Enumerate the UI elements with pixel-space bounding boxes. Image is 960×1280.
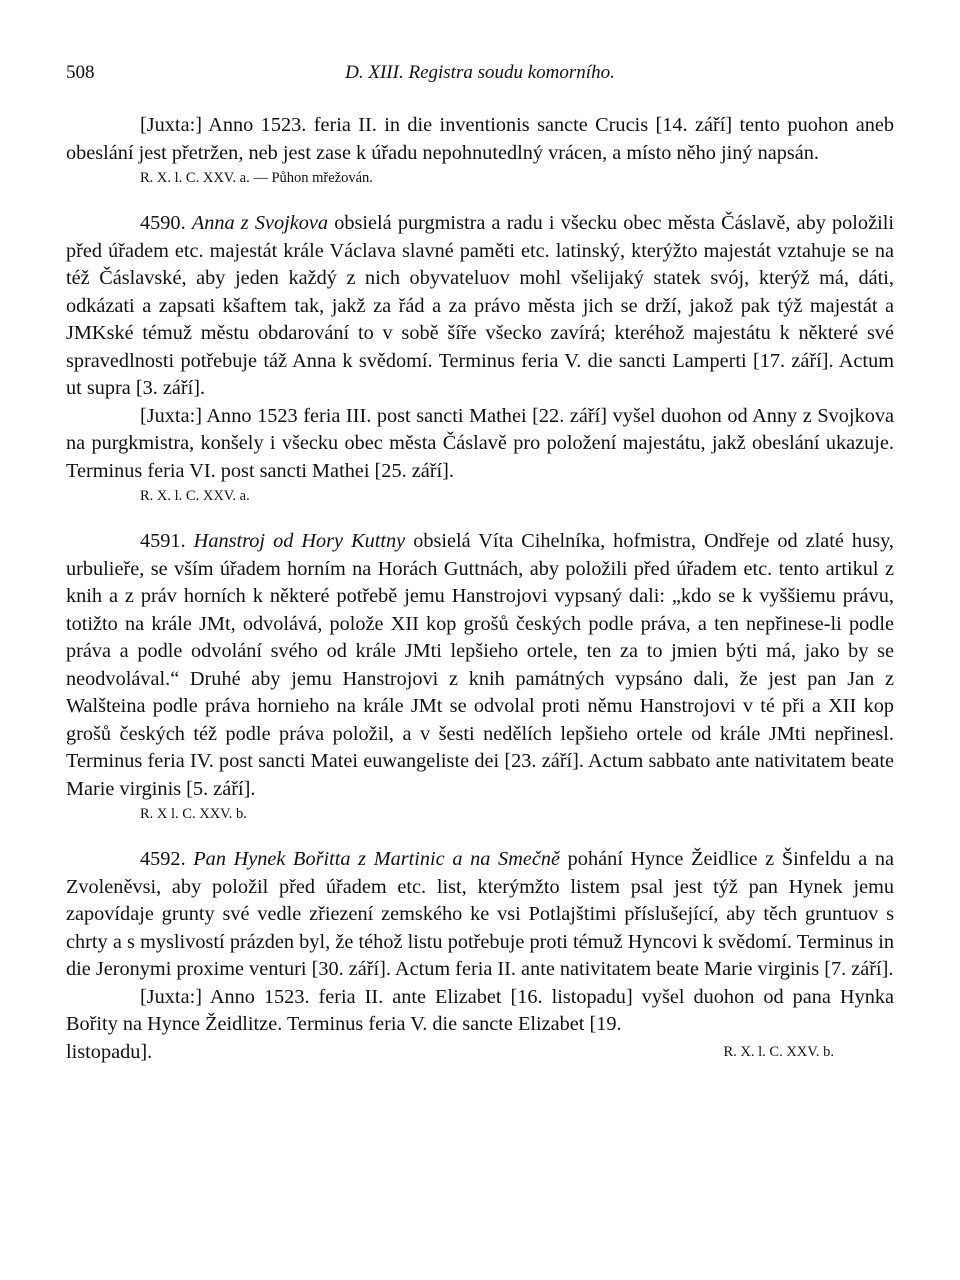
page-header — [66, 62, 894, 92]
juxta-paragraph: [Juxta:] Anno 1523 feria III. post sancti Mathei [22. září] vyšel duohon od Anny z Svojkova na purgkmistra, konšely i všecku obec města Čáslavě pro položení majestátu, jakž obeslání ukazuje. Terminus feria VI. post sancti Mathei [25. září]. — [66, 404, 894, 482]
entry-4590 — [66, 210, 894, 508]
entry-number: 4591. — [140, 530, 186, 552]
juxta-last-text: listopadu]. — [66, 1040, 153, 1063]
entry-text: obsielá purgmistra a radu i všecku obec města Čáslavě, aby položili před úřadem etc. majestát krále Václava slavné paměti etc. latinský, kterýžto majestát vztahuje se na též Čáslavské, aby jeden každý z nich obyvateluov mohl všelijaký statek svój, kterýž má, dáti, odkázati a zapsati kšaftem tak, jakž za řád a za právo města jich se drží, jakož pak týž majestát a JMKské témuž městu obdarování to v sobě šíře všecko zavírá; kteréhož majestátu k některé své spravedlnosti potřebuje táž Anna k svědomí. Terminus feria V. die sancti Lamperti [17. září]. Actum ut supra [3. září]. — [66, 212, 894, 399]
entry-text: obsielá Víta Cihelníka, hofmistra, Ondřeje od zlaté husy, urbulieře, se vším úřadem horním na Horách Guttnách, aby položili před úřadem etc. tento artikul z knih a z práv horních k některé potřebě jemu Hanstrojovi vypsaný dali: „kdo se k vyššiemu právu, totižto na krále JMt, odvolává, polože XII kop grošů českých podle práva, a ten nepřinese-li podle práva a podle odvolání svého od krále JMti lepšieho ortele, ten za to jmien býti má, jako by se neodvolával.“ Druhé aby jemu Hanstrojovi z knih památných vypsáno dali, že jest pan Jan z Walšteina podle práva hornieho na krále JMt se odvolal proti němu Hanstrojovi v té při a XII kop grošů českých též podle práva položil, a v šesti nedělích lepšieho ortele od krále JMti nepřinesl. Terminus feria IV. post sancti Matei euwangeliste dei [23. září]. Actum sabbato ante nativitatem beate Marie virginis [5. září]. — [66, 530, 895, 800]
juxta-last-line — [66, 1039, 894, 1067]
entry-party: Anna z Svojkova — [191, 212, 329, 234]
entry-number: 4592. — [140, 848, 186, 870]
entry-paragraph — [66, 846, 894, 984]
juxta-paragraph: [Juxta:] Anno 1523. feria II. ante Elizabet [16. listopadu] vyšel duohon od pana Hynka Bořity na Hynce Žeidlitze. Terminus feria V. die sancte Elizabet [19. — [66, 985, 894, 1035]
entry-text: pohání Hynce Žeidlice z Šinfeldu a na Zvoleněvsi, aby položil před úřadem etc. list, kterýmžto listem psal jest týž pan Hynek jemu zapovídaje grunty své vedle zřiezení zemského ke vsi Potlajštimi příslušející, aby těch gruntuov s chrty a s myslivostí prázden byl, že téhož listu potřebuje proti témuž Hyncovi k svědomí. Terminus in die Jeronymi proxime venturi [30. září]. Actum feria II. ante nativitatem beate Marie virginis [7. září]. — [66, 848, 894, 980]
source-reference: R. X l. C. XXV. b. — [140, 806, 247, 822]
juxta-paragraph: [Juxta:] Anno 1523. feria II. in die inventionis sancte Crucis [14. září] tento puohon aneb obeslání jest přetržen, neb jest zase k úřadu nepohnutedlný vrácen, a místo něho jiný napsán. — [66, 114, 894, 164]
source-reference: R. X. l. C. XXV. b. — [723, 1043, 834, 1060]
document-page — [66, 62, 894, 1066]
entry-party: Hanstroj od Hory Kuttny — [193, 530, 406, 552]
entry-party: Pan Hynek Bořitta z Martinic a na Smečně — [193, 848, 560, 870]
page-number: 508 — [66, 62, 95, 83]
entry-number: 4590. — [140, 212, 186, 234]
intro-block — [66, 112, 894, 190]
entry-paragraph — [66, 528, 894, 803]
running-title: D. XIII. Registra soudu komorního. — [345, 62, 615, 83]
entry-paragraph — [66, 210, 894, 403]
source-reference: R. X. l. C. XXV. a. — [140, 488, 250, 504]
entry-4591 — [66, 528, 894, 826]
entry-4592 — [66, 846, 894, 1066]
source-reference: R. X. l. C. XXV. a. — Půhon mřežován. — [140, 170, 373, 186]
